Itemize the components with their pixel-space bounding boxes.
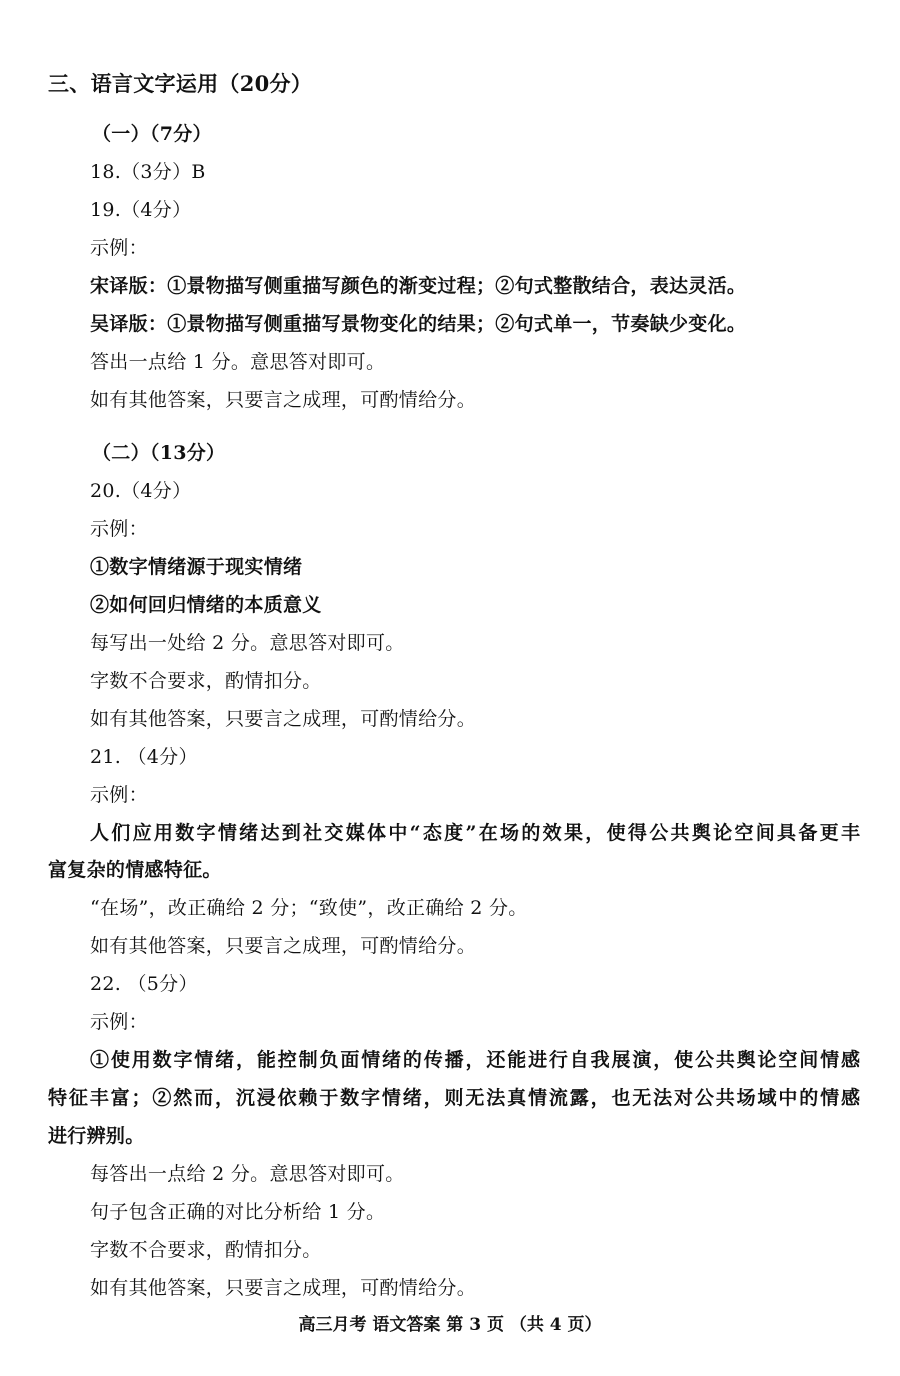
part1-title: （一）（7分） xyxy=(92,123,212,145)
q19-number: 19.（4分） xyxy=(90,199,192,221)
section-heading: 三、语言文字运用（20分） xyxy=(48,71,313,96)
q18-answer: 18.（3分）B xyxy=(90,161,206,183)
q19-other-answers: 如有其他答案，只要言之成理，可酌情给分。 xyxy=(90,389,477,411)
q21-number: 21. （4分） xyxy=(90,746,198,768)
q20-scoring: 每写出一处给 2 分。意思答对即可。 xyxy=(90,632,405,654)
q21-other-answers: 如有其他答案，只要言之成理，可酌情给分。 xyxy=(90,935,477,957)
part2-title: （二）（13分） xyxy=(92,442,226,464)
q19-song-version: 宋译版：①景物描写侧重描写颜色的渐变过程；②句式整散结合，表达灵活。 xyxy=(90,275,747,297)
q21-scoring: “在场”，改正确给 2 分；“致使”，改正确给 2 分。 xyxy=(90,897,528,919)
q22-answer-line-1: ①使用数字情绪，能控制负面情绪的传播，还能进行自我展演，使公共舆论空间情感 xyxy=(90,1049,860,1071)
q22-contrast-scoring: 句子包含正确的对比分析给 1 分。 xyxy=(90,1201,386,1223)
q19-wu-version: 吴译版：①景物描写侧重描写景物变化的结果；②句式单一，节奏缺少变化。 xyxy=(90,313,747,335)
q21-example-label: 示例： xyxy=(90,784,148,806)
q22-other-answers: 如有其他答案，只要言之成理，可酌情给分。 xyxy=(90,1277,477,1299)
page-footer: 高三月考 语文答案 第 3 页 （共 4 页） xyxy=(298,1315,602,1335)
q22-answer-line-2: 特征丰富；②然而，沉浸依赖于数字情绪，则无法真情流露，也无法对公共场域中的情感 xyxy=(48,1087,860,1109)
q22-number: 22. （5分） xyxy=(90,973,198,995)
q22-scoring: 每答出一点给 2 分。意思答对即可。 xyxy=(90,1163,405,1185)
q19-example-label: 示例： xyxy=(90,237,148,259)
q20-other-answers: 如有其他答案，只要言之成理，可酌情给分。 xyxy=(90,708,477,730)
q21-answer-line-1: 人们应用数字情绪达到社交媒体中“态度”在场的效果，使得公共舆论空间具备更丰 xyxy=(90,822,860,844)
q21-answer-line-2: 富复杂的情感特征。 xyxy=(48,859,222,881)
q20-word-count: 字数不合要求，酌情扣分。 xyxy=(90,670,322,692)
q20-item-1: ①数字情绪源于现实情绪 xyxy=(90,556,303,578)
q20-number: 20.（4分） xyxy=(90,480,192,502)
q22-answer-line-3: 进行辨别。 xyxy=(48,1125,145,1147)
q22-word-count: 字数不合要求，酌情扣分。 xyxy=(90,1239,322,1261)
q22-example-label: 示例： xyxy=(90,1011,148,1033)
q20-example-label: 示例： xyxy=(90,518,148,540)
q19-scoring: 答出一点给 1 分。意思答对即可。 xyxy=(90,351,386,373)
q20-item-2: ②如何回归情绪的本质意义 xyxy=(90,594,322,616)
